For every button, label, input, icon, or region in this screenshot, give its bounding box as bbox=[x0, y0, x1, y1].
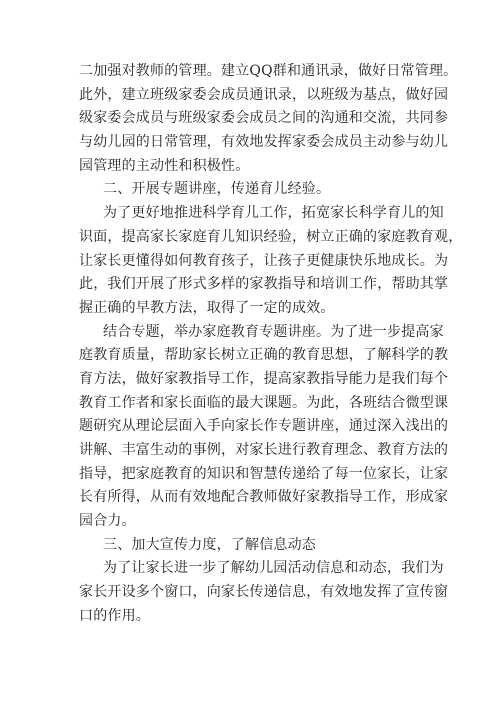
text-line: 长有所得，从而有效地配合教师做好家教指导工作，形成家 bbox=[79, 489, 449, 506]
paragraph-lectures-intro bbox=[79, 202, 463, 320]
text-line: 二加强对教师的管理。建立QQ群和通讯录，做好日常管理。 bbox=[79, 63, 458, 79]
text-line: 为了更好地推进科学育儿工作，拓宽家长科学育儿的知 bbox=[103, 205, 444, 222]
text-line: 识面，提高家长家庭育儿知识经验，树立正确的家庭教育观， bbox=[79, 228, 463, 245]
text-line: 教育工作者和家长面临的最大课题。为此，各班结合微型课 bbox=[79, 394, 449, 411]
text-line: 题研究从理论层面入手向家长作专题讲座，通过深入浅出的 bbox=[79, 418, 449, 435]
text-line: 育方法，做好家教指导工作，提高家教指导能力是我们每个 bbox=[79, 370, 449, 387]
paragraph-management bbox=[79, 60, 458, 178]
paragraph-lectures-detail bbox=[79, 321, 449, 534]
text-line: 此外，建立班级家委会成员通讯录，以班级为基点，做好园 bbox=[79, 86, 449, 103]
text-line: 家长开设多个窗口，向家长传递信息，有效地发挥了宣传窗 bbox=[79, 584, 449, 601]
section-heading-3: 三、加大宣传力度，了解信息动态 bbox=[103, 536, 316, 553]
text-line: 园合力。 bbox=[79, 513, 136, 530]
text-line: 结合专题，举办家庭教育专题讲座。为了进一步提高家 bbox=[103, 323, 444, 340]
text-line: 与幼儿园的日常管理，有效地发挥家委会成员主动参与幼儿 bbox=[79, 134, 449, 151]
text-line: 此，我们开展了形式多样的家教指导和培训工作，帮助其掌 bbox=[79, 276, 449, 293]
text-line: 口的作用。 bbox=[79, 607, 150, 624]
text-line: 让家长更懂得如何教育孩子，让孩子更健康快乐地成长。为 bbox=[79, 252, 449, 269]
section-heading-2: 二、开展专题讲座，传递育儿经验。 bbox=[103, 181, 331, 198]
text-line: 指导，把家庭教育的知识和智慧传递给了每一位家长，让家 bbox=[79, 465, 449, 482]
text-line: 握正确的早教方法，取得了一定的成效。 bbox=[79, 299, 335, 316]
text-line: 庭教育质量，帮助家长树立正确的教育思想，了解科学的教 bbox=[79, 347, 449, 364]
text-line: 级家委会成员与班级家委会成员之间的沟通和交流，共同参 bbox=[79, 110, 449, 127]
text-line: 园管理的主动性和积极性。 bbox=[79, 157, 250, 174]
document-page bbox=[79, 60, 463, 629]
paragraph-publicity bbox=[79, 557, 449, 628]
text-line: 讲解、丰富生动的事例，对家长进行教育理念、教育方法的 bbox=[79, 442, 449, 458]
text-line: 为了让家长进一步了解幼儿园活动信息和动态，我们为 bbox=[103, 560, 444, 577]
